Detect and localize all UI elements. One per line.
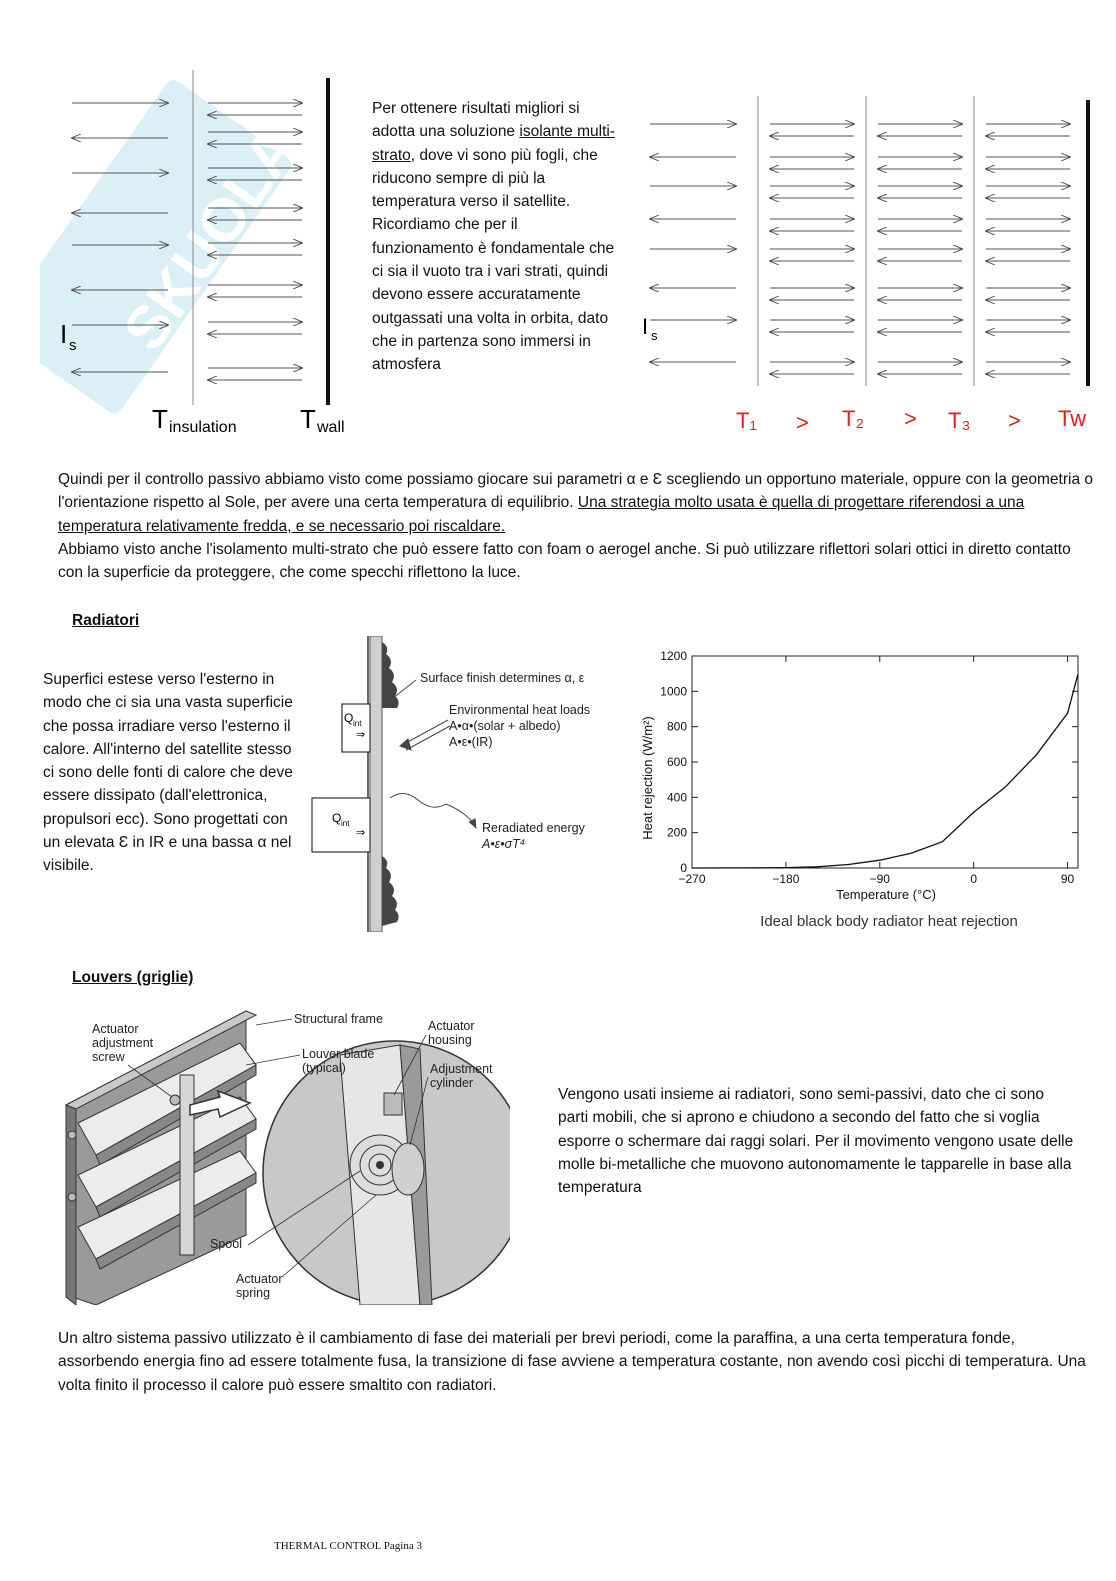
intro-underlined: isolante multi-strato xyxy=(372,123,615,164)
hand-gt-2: > xyxy=(904,406,917,431)
qint-upper-sub: int xyxy=(353,719,362,728)
env-loads-line2: A•ε•(IR) xyxy=(449,735,493,749)
qint-lower-label: Q xyxy=(332,811,342,825)
reradiated-arrow xyxy=(390,793,476,828)
label-is: I xyxy=(60,319,68,349)
qint-upper-arrow: ⇒ xyxy=(356,729,366,741)
louvers-heading: Louvers (griglie) xyxy=(72,969,194,986)
qint-lower-sub: int xyxy=(341,819,350,828)
hand-gt-1: > xyxy=(796,410,809,435)
x-tick-label: −270 xyxy=(678,872,706,886)
label-t-insulation: T xyxy=(152,404,168,434)
lbl-cylinder-2: cylinder xyxy=(430,1076,474,1090)
y-tick-label: 0 xyxy=(680,861,687,875)
label-is-2: I xyxy=(642,314,649,339)
lbl-screw-2: adjustment xyxy=(92,1036,154,1050)
lbl-screw-1: Actuator xyxy=(92,1022,139,1036)
y-tick-label: 600 xyxy=(666,755,687,769)
lbl-screw-3: screw xyxy=(92,1050,125,1064)
chart-ylabel: Heat rejection (W/m²) xyxy=(640,716,655,840)
x-tick-label: 90 xyxy=(1060,872,1075,886)
chart-xlabel: Temperature (°C) xyxy=(836,887,936,902)
y-tick-label: 1200 xyxy=(660,649,687,663)
multilayer-diagram xyxy=(636,88,1106,438)
lbl-frame: Structural frame xyxy=(294,1012,383,1026)
radiation-arrows-2 xyxy=(650,124,1070,374)
hand-t1: T₁ xyxy=(736,408,757,433)
hand-tw: Tw xyxy=(1058,406,1087,431)
reradiated-label: Reradiated energy xyxy=(482,821,585,835)
para2-text: Abbiamo visto anche l'isolamento multi-strato che può essere fatto con foam o aerogel anche. Si può utilizzare riflettori solari ottici in diretto contatto con la superficie da proteggere, che come specchi riflettono la luce. xyxy=(58,541,1071,582)
surface-finish-label: Surface finish determines α, ε xyxy=(420,671,585,685)
passive-control-paragraph xyxy=(58,468,1098,538)
page-footer: THERMAL CONTROL Pagina 3 xyxy=(274,1540,422,1552)
label-t-wall-sub: wall xyxy=(317,419,345,436)
label-t-insulation-sub: insulation xyxy=(169,419,237,436)
lbl-housing-2: housing xyxy=(428,1033,472,1047)
para1-underlined: Una strategia molto usata è quella di progettare riferendosi a una temperatura relativamente fredda, e se necessario poi riscaldare. xyxy=(58,494,1025,535)
hand-gt-3: > xyxy=(1008,408,1021,433)
insulation-paragraph xyxy=(58,538,1098,585)
watermark-logo xyxy=(40,77,310,417)
temperature-order-handwriting xyxy=(736,406,1086,435)
louvers-text: Vengono usati insieme ai radiatori, sono semi-passivi, dato che ci sono parti mobili, che si aprono e chiudono a secondo del fatto che si voglia esporre o schermare dai raggi solari. Per il movimento vengono usate delle molle bi-metalliche che muovono autonomamente le tapparelle in base alla temperatura xyxy=(558,1086,1074,1197)
label-is-2-sub: s xyxy=(651,328,658,343)
radiator-diagram xyxy=(308,636,608,932)
heat-rejection-chart xyxy=(632,640,1102,940)
x-tick-label: −90 xyxy=(869,872,890,886)
qint-upper-label: Q xyxy=(344,711,354,725)
incoming-arrow xyxy=(400,720,450,750)
surface-finish-upper xyxy=(382,642,399,708)
y-tick-label: 800 xyxy=(666,719,687,734)
radiatori-heading: Radiatori xyxy=(72,612,140,629)
y-tick-label: 400 xyxy=(666,790,687,805)
phase-change-paragraph: Un altro sistema passivo utilizzato è il cambiamento di fase dei materiali per brevi periodi, come la paraffina, a una certa temperatura fonde, assorbendo energia fino ad essere totalmente fusa, la transizione di fase avviene a temperatura costante, non avendo così picchi di temperatura. Una volta finito il processo il calore può essere smaltito con radiatori. xyxy=(58,1330,1086,1394)
intro-text-1: Per ottenere risultati migliori si adotta una soluzione xyxy=(372,100,580,141)
intro-text-2: , dove vi sono più fogli, che riducono sempre di più la temperatura verso il satellite. Ricordiamo che per il funzionamento è fondamentale che ci sia il vuoto tra i vari strati, quindi devono essere accuratamente outgassati una volta in orbita, dato che in partenza sono immersi in atmosfera xyxy=(372,146,615,374)
surface-finish-lower xyxy=(382,856,399,926)
radiatori-text: Superfici estese verso l'esterno in modo che ci sia una vasta superficie che possa irradiare verso l'esterno il calore. All'interno del satellite stesso ci sono delle fonti di calore che deve essere dissipato (dall'elettronica, propulsori ecc). Sono progettati con un elevata Ɛ in IR e una bassa α nel visibile. xyxy=(43,671,293,875)
y-tick-label: 1000 xyxy=(660,684,687,699)
label-is-sub: s xyxy=(69,337,77,354)
reradiated-formula: A•ε•σT⁴ xyxy=(482,837,526,851)
env-loads-line1: A•α•(solar + albedo) xyxy=(449,719,561,733)
x-tick-label: −180 xyxy=(772,872,800,886)
lbl-housing-1: Actuator xyxy=(428,1019,475,1033)
intro-paragraph xyxy=(372,97,622,377)
hand-t3: T₃ xyxy=(948,408,971,433)
y-tick-label: 200 xyxy=(666,825,687,840)
lbl-spring-1: Actuator xyxy=(236,1272,283,1286)
qint-lower-arrow: ⇒ xyxy=(356,827,366,839)
louver-diagram xyxy=(60,1005,510,1305)
svg-text:SKUOLA: SKUOLA xyxy=(110,116,311,363)
chart-caption: Ideal black body radiator heat rejection xyxy=(760,913,1018,930)
para1-text: Quindi per il controllo passivo abbiamo visto come possiamo giocare sui parametri α e Ɛ scegliendo un opportuno materiale, oppure con la geometria o l'orientazione rispetto al Sole, per avere una certa temperatura di equilibrio. xyxy=(58,471,1093,512)
chart-frame xyxy=(692,656,1078,868)
insulation-diagram xyxy=(40,60,360,440)
lbl-blade-2: (typical) xyxy=(302,1061,346,1075)
hand-t2: T₂ xyxy=(842,406,864,431)
lbl-spool: Spool xyxy=(210,1237,242,1251)
x-tick-label: 0 xyxy=(970,872,978,886)
env-loads-label: Environmental heat loads xyxy=(449,703,591,717)
lbl-blade-1: Louver blade xyxy=(302,1047,375,1061)
lbl-cylinder-1: Adjustment xyxy=(430,1062,493,1076)
label-t-wall: T xyxy=(300,404,316,434)
heat-rejection-curve xyxy=(692,674,1078,868)
center-spine xyxy=(180,1075,194,1255)
lbl-spring-2: spring xyxy=(236,1286,271,1300)
